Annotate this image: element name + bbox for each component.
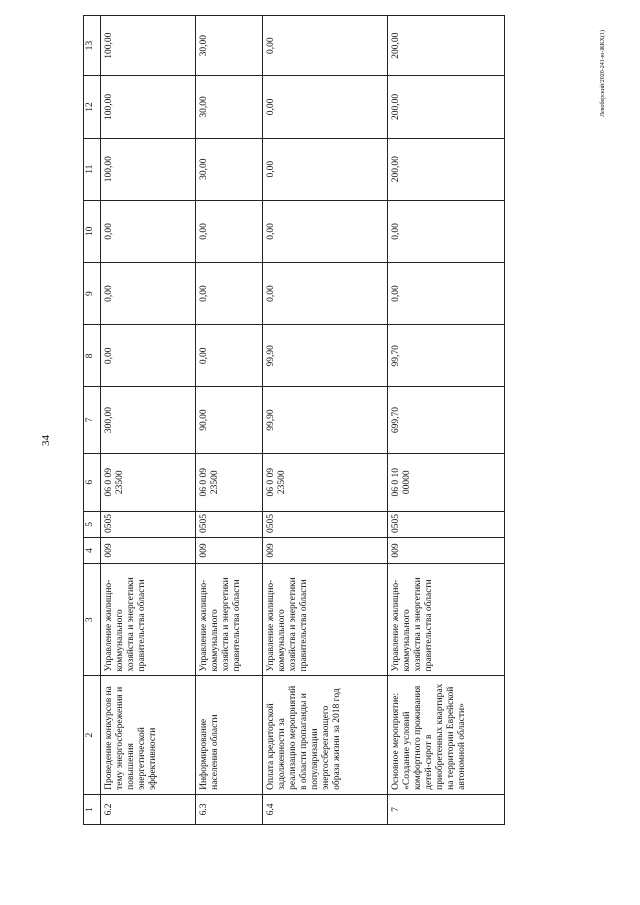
table-cell: 009 (196, 537, 263, 563)
column-header: 2 (84, 676, 101, 794)
table-cell: 0,00 (388, 200, 505, 262)
table-cell: Управление жилищно-коммунального хозяйства и энергетики правительства области (101, 564, 196, 676)
table-cell: 99,70 (388, 325, 505, 387)
table-cell: 0505 (196, 511, 263, 537)
table-cell: 30,00 (196, 16, 263, 76)
table-cell: 0,00 (263, 138, 388, 200)
table-cell: 99,90 (263, 387, 388, 453)
rotated-table-container (83, 15, 633, 825)
table-cell: 0,00 (101, 262, 196, 324)
column-header: 9 (84, 262, 101, 324)
table-cell: 0,00 (196, 262, 263, 324)
column-header: 10 (84, 200, 101, 262)
table-cell: Управление жилищно-коммунального хозяйства и энергетики правительства области (388, 564, 505, 676)
table-cell: 06 0 09 23500 (263, 453, 388, 511)
column-header: 8 (84, 325, 101, 387)
column-header: 3 (84, 564, 101, 676)
table-cell: Проведение конкурсов на тему энергосбережения и повышения энергетической эффективности (101, 676, 196, 794)
table-cell: 0,00 (101, 200, 196, 262)
table-cell: 6.3 (196, 794, 263, 824)
table-cell: 0,00 (196, 325, 263, 387)
table-cell: 6.2 (101, 794, 196, 824)
table-cell: Информирование населения области (196, 676, 263, 794)
table-cell: 99,90 (263, 325, 388, 387)
table-cell: Управление жилищно-коммунального хозяйства и энергетики правительства области (196, 564, 263, 676)
table-cell: 009 (263, 537, 388, 563)
budget-table (83, 15, 505, 825)
table-cell: Основное мероприятие: «Создание условий комфортного проживания детей-сирот в приобретенных квартирах на территории Еврейской автономной области» (388, 676, 505, 794)
column-header: 4 (84, 537, 101, 563)
column-header: 13 (84, 16, 101, 76)
table-cell: Управление жилищно-коммунального хозяйства и энергетики правительства области (263, 564, 388, 676)
table-cell: 0,00 (263, 76, 388, 138)
table-row (263, 16, 388, 825)
header-row (84, 16, 101, 825)
table-cell: 200,00 (388, 138, 505, 200)
table-row (196, 16, 263, 825)
table-cell: 009 (101, 537, 196, 563)
table-cell: 06 0 10 00000 (388, 453, 505, 511)
table-cell: 0,00 (263, 16, 388, 76)
table-cell: 0505 (263, 511, 388, 537)
table-cell: 100,00 (101, 16, 196, 76)
table-cell: 300,00 (101, 387, 196, 453)
page-number: 34 (40, 435, 52, 446)
table-cell: 0,00 (196, 200, 263, 262)
footer-code: Левоберский/2020-241-ю-ЖКХ(1) (600, 30, 606, 117)
table-cell: 0,00 (263, 200, 388, 262)
table-cell: 06 0 09 23500 (196, 453, 263, 511)
table-cell: 0,00 (263, 262, 388, 324)
column-header: 6 (84, 453, 101, 511)
table-cell: 06 0 09 23500 (101, 453, 196, 511)
column-header: 1 (84, 794, 101, 824)
table-row (101, 16, 196, 825)
table-cell: 90,00 (196, 387, 263, 453)
table-cell: 6.4 (263, 794, 388, 824)
table-cell: 0,00 (101, 325, 196, 387)
table-cell: 200,00 (388, 16, 505, 76)
table-cell: 100,00 (101, 76, 196, 138)
table-cell: Оплата кредиторской задолженности за реализацию мероприятий в области пропаганды и популяризации энергосберегающего образа жизни за 2018 год (263, 676, 388, 794)
table-cell: 30,00 (196, 138, 263, 200)
table-cell: 699,70 (388, 387, 505, 453)
table-cell: 0505 (388, 511, 505, 537)
table-cell: 200,00 (388, 76, 505, 138)
column-header: 12 (84, 76, 101, 138)
table-cell: 7 (388, 794, 505, 824)
table-cell: 30,00 (196, 76, 263, 138)
table-cell: 0,00 (388, 262, 505, 324)
table-cell: 0505 (101, 511, 196, 537)
column-header: 11 (84, 138, 101, 200)
table-cell: 009 (388, 537, 505, 563)
table-row (388, 16, 505, 825)
column-header: 7 (84, 387, 101, 453)
table-cell: 100,00 (101, 138, 196, 200)
column-header: 5 (84, 511, 101, 537)
